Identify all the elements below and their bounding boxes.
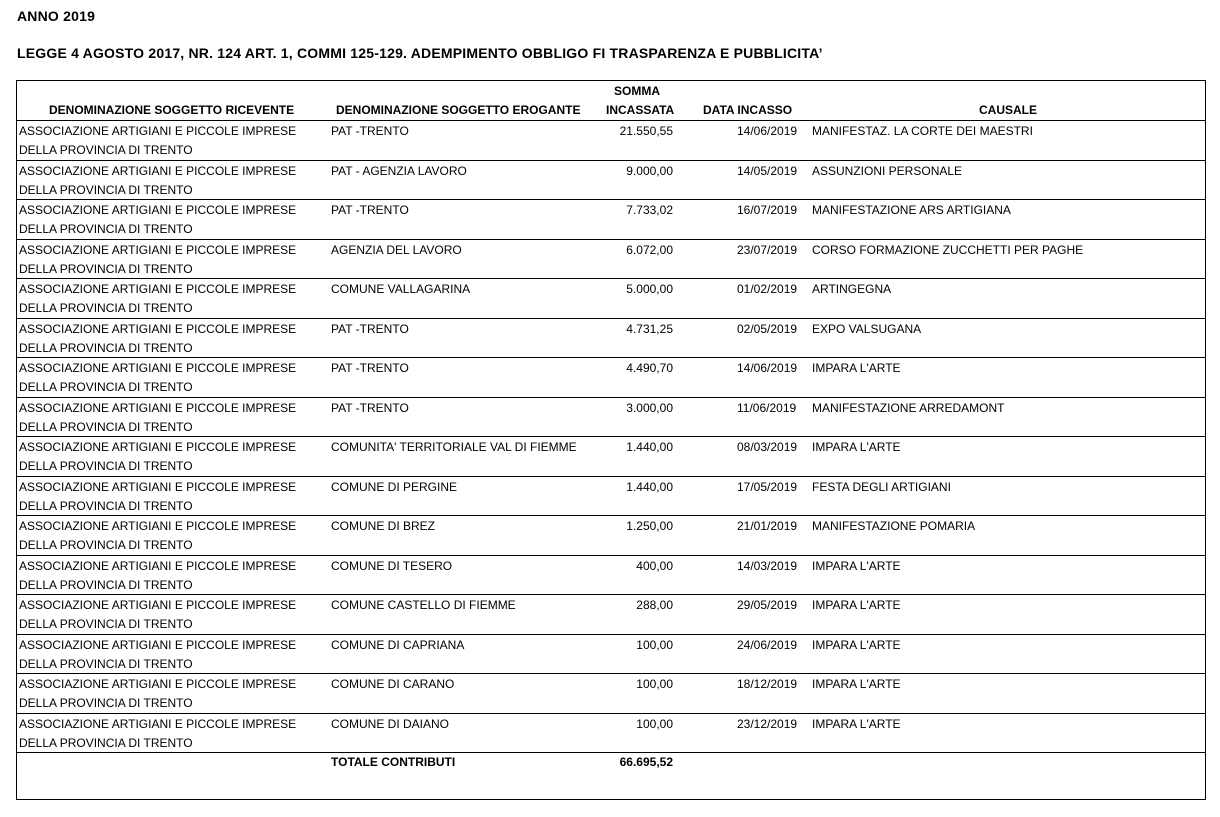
data-cell: 02/05/2019 — [737, 321, 798, 336]
causale-cell: IMPARA L'ARTE — [812, 440, 901, 454]
erogante-cell: PAT -TRENTO — [331, 203, 409, 217]
erogante-cell: COMUNE DI BREZ — [331, 519, 436, 533]
erogante-cell: COMUNE DI DAIANO — [331, 716, 450, 731]
ricevente-line1: ASSOCIAZIONE ARTIGIANI E PICCOLE IMPRESE — [19, 400, 297, 415]
ricevente-line2: DELLA PROVINCIA DI TRENTO — [19, 577, 193, 592]
data-cell: 23/12/2019 — [737, 716, 798, 731]
ricevente-line1: ASSOCIAZIONE ARTIGIANI E PICCOLE IMPRESE — [19, 716, 297, 731]
data-cell: 14/06/2019 — [737, 124, 798, 138]
erogante-cell: COMUNE DI PERGINE — [331, 479, 458, 494]
ricevente-line1: ASSOCIAZIONE ARTIGIANI E PICCOLE IMPRESE — [19, 637, 297, 652]
erogante-cell: PAT - AGENZIA LAVORO — [331, 163, 467, 178]
table-row — [17, 595, 1205, 635]
table-row — [17, 319, 1205, 359]
data-cell: 23/07/2019 — [737, 242, 798, 257]
data-cell: 24/06/2019 — [737, 637, 798, 652]
causale-cell: MANIFESTAZ. LA CORTE DEI MAESTRI — [812, 124, 1033, 138]
causale-cell: MANIFESTAZIONE ARREDAMONT — [812, 400, 1005, 415]
ricevente-line2: DELLA PROVINCIA DI TRENTO — [19, 696, 193, 710]
causale-cell: IMPARA L'ARTE — [812, 598, 901, 612]
ricevente-line1: ASSOCIAZIONE ARTIGIANI E PICCOLE IMPRESE — [19, 242, 297, 257]
ricevente-line2: DELLA PROVINCIA DI TRENTO — [19, 182, 193, 197]
ricevente-line1: ASSOCIAZIONE ARTIGIANI E PICCOLE IMPRESE — [19, 598, 297, 612]
causale-cell: IMPARA L'ARTE — [812, 716, 901, 731]
somma-cell: 5.000,00 — [626, 282, 673, 296]
column-header-somma-bottom: INCASSATA — [606, 103, 675, 117]
ricevente-line2: DELLA PROVINCIA DI TRENTO — [19, 301, 193, 315]
causale-cell: ASSUNZIONI PERSONALE — [812, 163, 963, 178]
erogante-cell: COMUNE DI CAPRIANA — [331, 637, 465, 652]
data-cell: 29/05/2019 — [737, 598, 798, 612]
data-cell: 01/02/2019 — [737, 282, 798, 296]
somma-cell: 288,00 — [636, 598, 673, 612]
causale-cell: IMPARA L'ARTE — [812, 637, 901, 652]
data-cell: 11/06/2019 — [737, 400, 797, 415]
ricevente-line1: ASSOCIAZIONE ARTIGIANI E PICCOLE IMPRESE — [19, 519, 297, 533]
document-year: ANNO 2019 — [17, 8, 96, 24]
ricevente-line1: ASSOCIAZIONE ARTIGIANI E PICCOLE IMPRESE — [19, 124, 297, 138]
data-cell: 21/01/2019 — [737, 519, 798, 533]
ricevente-line2: DELLA PROVINCIA DI TRENTO — [19, 617, 193, 631]
table-row — [17, 161, 1205, 201]
somma-cell: 4.490,70 — [626, 361, 673, 375]
somma-cell: 400,00 — [636, 558, 673, 573]
erogante-cell: COMUNE VALLAGARINA — [331, 282, 471, 296]
erogante-cell: AGENZIA DEL LAVORO — [331, 242, 462, 257]
column-header-ricevente: DENOMINAZIONE SOGGETTO RICEVENTE — [49, 103, 295, 117]
data-cell: 08/03/2019 — [737, 440, 798, 454]
ricevente-line1: ASSOCIAZIONE ARTIGIANI E PICCOLE IMPRESE — [19, 361, 297, 375]
ricevente-line1: ASSOCIAZIONE ARTIGIANI E PICCOLE IMPRESE — [19, 558, 297, 573]
somma-cell: 6.072,00 — [626, 242, 673, 257]
causale-cell: MANIFESTAZIONE ARS ARTIGIANA — [812, 203, 1011, 217]
table-row — [17, 635, 1205, 675]
ricevente-line2: DELLA PROVINCIA DI TRENTO — [19, 538, 193, 552]
data-cell: 14/05/2019 — [737, 163, 798, 178]
table-row — [17, 398, 1205, 438]
ricevente-line1: ASSOCIAZIONE ARTIGIANI E PICCOLE IMPRESE — [19, 321, 297, 336]
somma-cell: 1.440,00 — [626, 479, 673, 494]
table-header — [17, 81, 1205, 121]
somma-cell: 1.250,00 — [626, 519, 673, 533]
data-cell: 18/12/2019 — [737, 677, 798, 691]
causale-cell: IMPARA L'ARTE — [812, 361, 901, 375]
causale-cell: EXPO VALSUGANA — [812, 321, 922, 336]
data-cell: 17/05/2019 — [737, 479, 798, 494]
causale-cell: FESTA DEGLI ARTIGIANI — [812, 479, 951, 494]
erogante-cell: COMUNITA' TERRITORIALE VAL DI FIEMME — [331, 440, 577, 454]
ricevente-line1: ASSOCIAZIONE ARTIGIANI E PICCOLE IMPRESE — [19, 479, 297, 494]
data-cell: 14/06/2019 — [737, 361, 798, 375]
ricevente-line2: DELLA PROVINCIA DI TRENTO — [19, 498, 193, 513]
ricevente-line2: DELLA PROVINCIA DI TRENTO — [19, 380, 193, 394]
somma-cell: 100,00 — [636, 677, 673, 691]
ricevente-line2: DELLA PROVINCIA DI TRENTO — [19, 419, 193, 434]
table-body — [17, 121, 1205, 753]
total-row — [17, 753, 1205, 799]
erogante-cell: PAT -TRENTO — [331, 400, 409, 415]
somma-cell: 7.733,02 — [626, 203, 673, 217]
somma-cell: 1.440,00 — [626, 440, 673, 454]
ricevente-line2: DELLA PROVINCIA DI TRENTO — [19, 735, 193, 750]
ricevente-line1: ASSOCIAZIONE ARTIGIANI E PICCOLE IMPRESE — [19, 203, 297, 217]
erogante-cell: PAT -TRENTO — [331, 124, 409, 138]
document-title: LEGGE 4 AGOSTO 2017, NR. 124 ART. 1, COMMI 125-129. ADEMPIMENTO OBBLIGO FI TRASPARENZA E PUBBLICITA’ — [17, 45, 823, 61]
table-row — [17, 200, 1205, 240]
ricevente-line2: DELLA PROVINCIA DI TRENTO — [19, 656, 193, 671]
ricevente-line2: DELLA PROVINCIA DI TRENTO — [19, 222, 193, 236]
data-cell: 16/07/2019 — [737, 203, 798, 217]
causale-cell: IMPARA L'ARTE — [812, 677, 901, 691]
ricevente-line1: ASSOCIAZIONE ARTIGIANI E PICCOLE IMPRESE — [19, 677, 297, 691]
ricevente-line2: DELLA PROVINCIA DI TRENTO — [19, 143, 193, 157]
table-row — [17, 477, 1205, 517]
somma-cell: 9.000,00 — [626, 163, 673, 178]
ricevente-line1: ASSOCIAZIONE ARTIGIANI E PICCOLE IMPRESE — [19, 282, 297, 296]
ricevente-line2: DELLA PROVINCIA DI TRENTO — [19, 261, 193, 276]
total-label: TOTALE CONTRIBUTI — [331, 755, 456, 769]
table-row — [17, 556, 1205, 596]
column-header-causale: CAUSALE — [979, 103, 1038, 117]
ricevente-line1: ASSOCIAZIONE ARTIGIANI E PICCOLE IMPRESE — [19, 440, 297, 454]
somma-cell: 4.731,25 — [626, 321, 673, 336]
table-row — [17, 121, 1205, 161]
total-value: 66.695,52 — [619, 755, 673, 769]
column-header-data: DATA INCASSO — [703, 103, 793, 117]
causale-cell: CORSO FORMAZIONE ZUCCHETTI PER PAGHE — [812, 242, 1084, 257]
data-cell: 14/03/2019 — [737, 558, 798, 573]
somma-cell: 3.000,00 — [626, 400, 673, 415]
causale-cell: MANIFESTAZIONE POMARIA — [812, 519, 976, 533]
table-row — [17, 279, 1205, 319]
table-row — [17, 516, 1205, 556]
table-row — [17, 674, 1205, 714]
table-row — [17, 358, 1205, 398]
erogante-cell: COMUNE CASTELLO DI FIEMME — [331, 598, 516, 612]
table-row — [17, 240, 1205, 280]
column-header-erogante: DENOMINAZIONE SOGGETTO EROGANTE — [336, 103, 581, 117]
contributions-table — [16, 80, 1206, 800]
causale-cell: ARTINGEGNA — [812, 282, 892, 296]
somma-cell: 100,00 — [636, 716, 673, 731]
column-header-somma-top: SOMMA — [614, 84, 660, 98]
ricevente-line1: ASSOCIAZIONE ARTIGIANI E PICCOLE IMPRESE — [19, 163, 297, 178]
somma-cell: 100,00 — [636, 637, 673, 652]
erogante-cell: COMUNE DI CARANO — [331, 677, 455, 691]
causale-cell: IMPARA L'ARTE — [812, 558, 901, 573]
erogante-cell: COMUNE DI TESERO — [331, 558, 453, 573]
table-row — [17, 437, 1205, 477]
ricevente-line2: DELLA PROVINCIA DI TRENTO — [19, 340, 193, 355]
somma-cell: 21.550,55 — [619, 124, 673, 138]
ricevente-line2: DELLA PROVINCIA DI TRENTO — [19, 459, 193, 473]
table-row — [17, 714, 1205, 754]
erogante-cell: PAT -TRENTO — [331, 361, 409, 375]
erogante-cell: PAT -TRENTO — [331, 321, 409, 336]
